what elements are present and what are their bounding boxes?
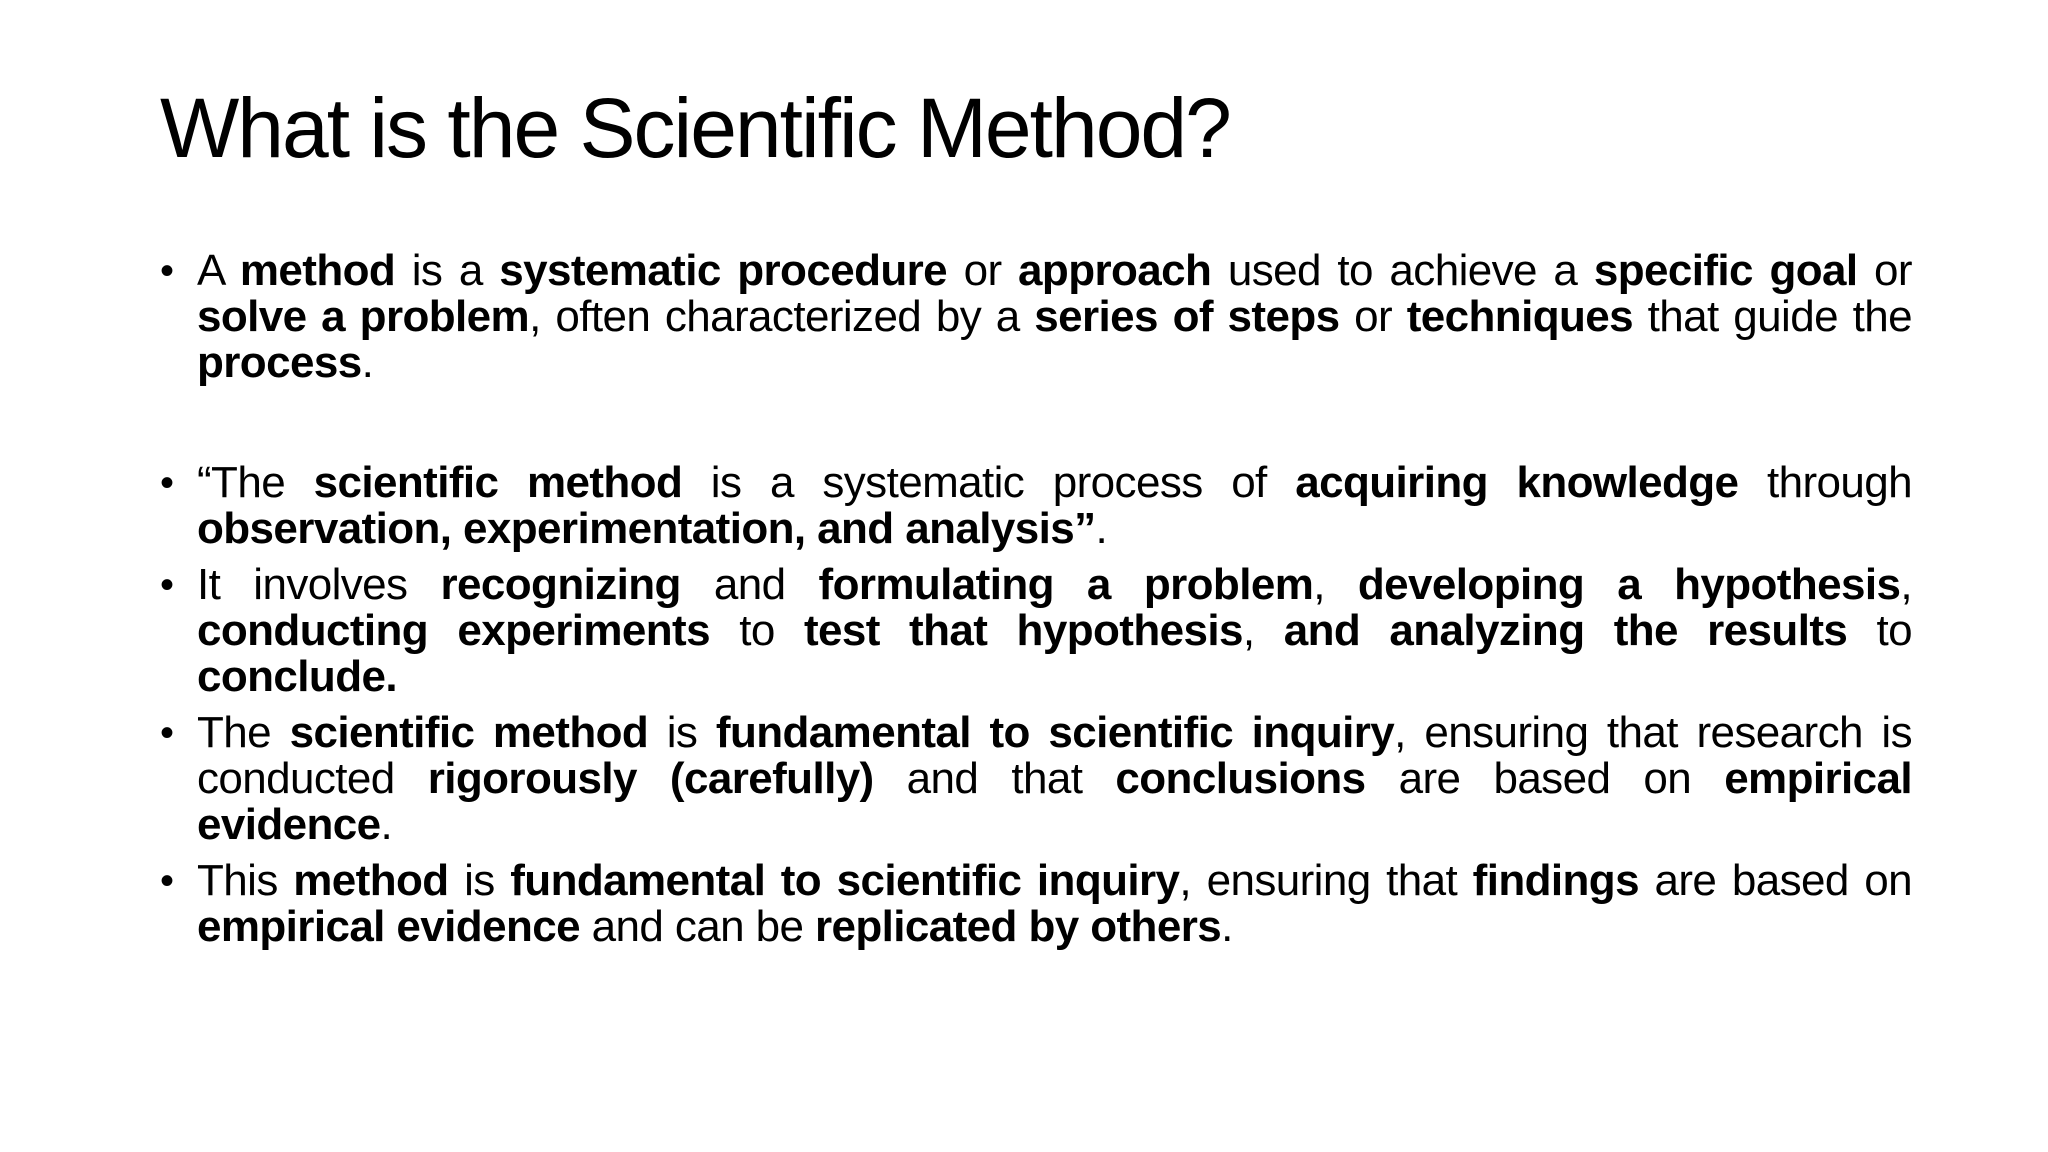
bullet-marker-icon: •	[160, 461, 174, 505]
bullet-text-segment: or	[1339, 292, 1407, 341]
bullet-text	[197, 246, 1912, 387]
bullet-marker-icon: •	[160, 563, 174, 607]
bullet-text-segment: to	[1847, 606, 1912, 655]
bullet-text-segment: This	[197, 856, 294, 905]
bullet-text-segment: through	[1738, 458, 1913, 507]
bullet-text-bold-segment: and analyzing the results	[1283, 606, 1848, 655]
bullet-text-bold-segment: acquiring knowledge	[1295, 458, 1739, 507]
bullet-text-segment: is a systematic process of	[682, 458, 1296, 507]
bullet-text-bold-segment: findings	[1472, 856, 1639, 905]
bullet-text-segment: It involves	[197, 560, 441, 609]
bullet-marker-icon: •	[160, 859, 174, 903]
bullet-text-segment: .	[1221, 902, 1233, 951]
bullet-text-segment: .	[380, 800, 393, 849]
bullet-list	[160, 248, 1912, 960]
bullet-text-bold-segment: fundamental to scientific inquiry	[510, 856, 1180, 905]
bullet-text-segment: is a	[395, 246, 500, 295]
bullet-marker-icon: •	[160, 711, 174, 755]
bullet-text-segment: is	[448, 856, 511, 905]
bullet-text-segment: used to achieve a	[1211, 246, 1594, 295]
bullet-text-bold-segment: scientific method	[289, 708, 649, 757]
bullet-text-segment: and that	[873, 754, 1116, 803]
bullet-text-bold-segment: scientific method	[313, 458, 683, 507]
bullet-text-bold-segment: process	[197, 338, 362, 387]
bullet-item-involves	[160, 562, 1912, 700]
bullet-text-bold-segment: test that hypothesis	[803, 606, 1243, 655]
bullet-text-segment: are based on	[1638, 856, 1912, 905]
bullet-text	[197, 458, 1912, 553]
bullet-text-segment: “The	[197, 458, 314, 507]
bullet-text-bold-segment: empirical evidence	[197, 754, 1912, 849]
bullet-text-bold-segment: series of steps	[1034, 292, 1340, 341]
bullet-text-segment: are based on	[1365, 754, 1725, 803]
bullet-text-segment: that guide the	[1633, 292, 1912, 341]
bullet-text-segment: A	[197, 246, 240, 295]
bullet-text-segment: The	[197, 708, 290, 757]
slide-title: What is the Scientific Method?	[160, 81, 1230, 175]
bullet-text-bold-segment: techniques	[1406, 292, 1634, 341]
bullet-text-segment: or	[1857, 246, 1912, 295]
bullet-text-segment: ,	[1900, 560, 1912, 609]
bullet-text-segment: , ensuring that research is conducted	[197, 708, 1913, 803]
bullet-text-bold-segment: replicated by others	[814, 902, 1222, 951]
bullet-item-fundamental-findings	[160, 858, 1912, 950]
bullet-text-bold-segment: recognizing	[440, 560, 681, 609]
bullet-text-bold-segment: rigorously (carefully)	[427, 754, 874, 803]
bullet-text-segment: .	[1095, 504, 1108, 553]
bullet-text	[197, 708, 1912, 849]
bullet-text-bold-segment: developing a hypothesis	[1357, 560, 1901, 609]
bullet-text-bold-segment: observation, experimentation, and analysis”	[197, 504, 1096, 553]
bullet-text-segment: .	[361, 338, 374, 387]
bullet-text-bold-segment: solve a problem	[197, 292, 530, 341]
bullet-text-bold-segment: approach	[1018, 246, 1212, 295]
bullet-text-segment: ,	[1242, 606, 1284, 655]
bullet-text-segment: and can be	[579, 902, 815, 951]
bullet-text-bold-segment: empirical evidence	[197, 902, 580, 951]
bullet-text-segment: and	[680, 560, 819, 609]
bullet-text-segment: or	[947, 246, 1019, 295]
bullet-text	[197, 856, 1912, 951]
bullet-text	[197, 560, 1912, 701]
bullet-text-bold-segment: systematic procedure	[499, 246, 948, 295]
bullet-text-segment: , often characterized by a	[529, 292, 1035, 341]
bullet-text-bold-segment: conducting experiments	[197, 606, 710, 655]
bullet-text-bold-segment: method	[293, 856, 449, 905]
bullet-item-method-definition	[160, 248, 1912, 386]
bullet-text-segment: , ensuring that	[1179, 856, 1473, 905]
bullet-text-segment: to	[709, 606, 804, 655]
bullet-text-segment: ,	[1313, 560, 1358, 609]
bullet-text-bold-segment: conclusions	[1115, 754, 1366, 803]
bullet-marker-icon: •	[160, 249, 174, 293]
bullet-text-bold-segment: fundamental to scientific inquiry	[715, 708, 1395, 757]
bullet-item-fundamental-research	[160, 710, 1912, 848]
bullet-text-bold-segment: method	[239, 246, 396, 295]
bullet-text-bold-segment: specific goal	[1593, 246, 1858, 295]
bullet-text-bold-segment: conclude.	[197, 652, 397, 701]
bullet-text-bold-segment: formulating a problem	[818, 560, 1314, 609]
bullet-text-segment: is	[648, 708, 716, 757]
bullet-item-scientific-method-definition	[160, 460, 1912, 552]
